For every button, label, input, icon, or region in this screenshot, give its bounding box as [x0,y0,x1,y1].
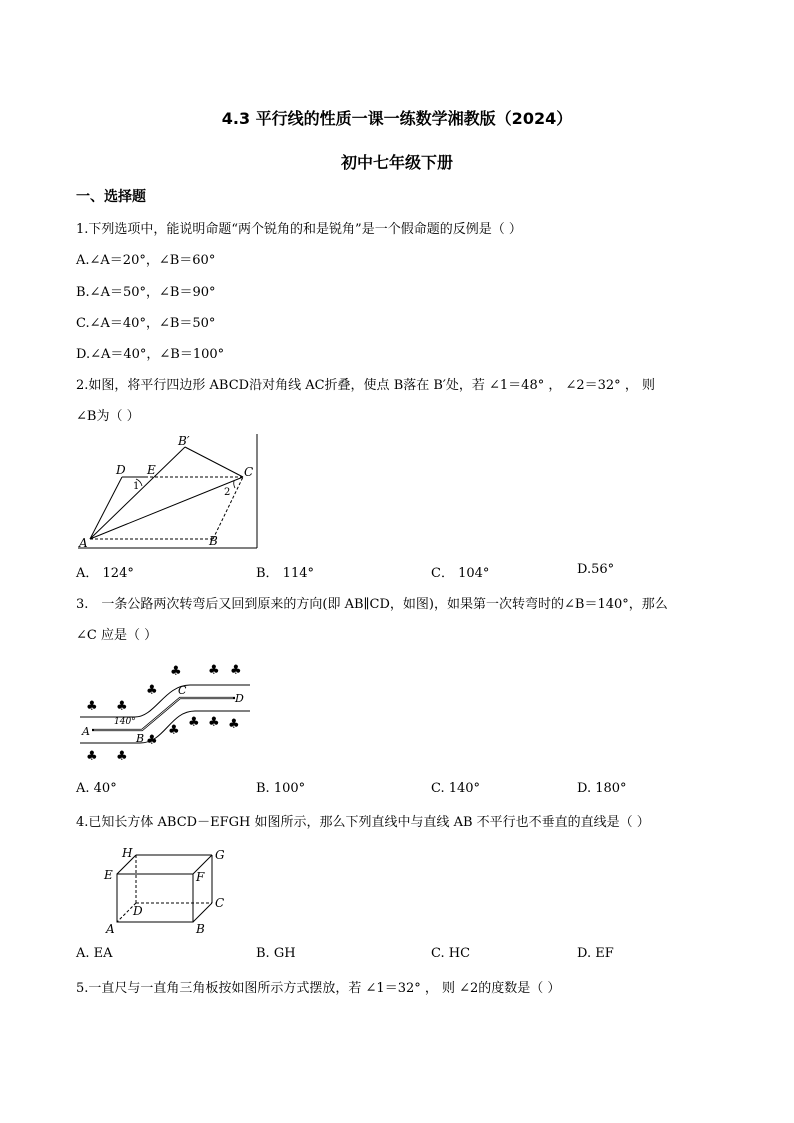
question-3-text-line1: 3. 一条公路两次转弯后又回到原来的方向(即 AB∥CD，如图)，如果第一次转弯时的∠B＝140°，那么 [76,597,668,612]
label-h: H [122,846,133,860]
tree-icon: ♣ [228,717,240,732]
question-3-option-b: B. 100° [256,781,306,796]
edge-b-prime-c [185,447,243,477]
question-3-text-line2: ∠C 应是（ ） [76,628,158,643]
label-e: E [104,868,113,882]
tree-icon: ♣ [86,749,98,764]
tree-icon: ♣ [116,749,128,764]
label-b: B [136,732,145,745]
question-3-figure [80,660,255,770]
label-b: B [196,922,205,936]
question-3-option-c: C. 140° [431,781,481,796]
label-d: D [116,463,126,477]
tree-icon: ♣ [208,715,220,730]
worksheet-title: 4.3 平行线的性质一课一练数学湘教版（2024） [221,109,573,128]
question-2-option-b: B． 114° [256,566,314,581]
label-f: F [196,870,205,884]
tree-icon: ♣ [146,733,158,748]
road-edge-upper [80,685,250,717]
section-heading: 一、选择题 [76,189,146,205]
question-1-text: 1.下列选项中，能说明命题“两个锐角的和是锐角”是一个假命题的反例是（ ） [76,222,522,237]
question-3-option-a: A. 40° [76,781,117,796]
question-4-option-c: C. HC [431,946,471,961]
label-a: A [82,725,90,738]
tree-icon: ♣ [116,699,128,714]
tree-icon: ♣ [230,663,242,678]
tree-icon: ♣ [168,723,180,738]
label-angle-1: 1 [133,481,140,492]
tree-icon: ♣ [86,699,98,714]
question-1-option-b: B.∠A＝50°，∠B＝90° [76,285,216,300]
question-2-figure [76,432,261,550]
question-5-text: 5.一直尺与一直角三角板按如图所示方式摆放，若 ∠1＝32° ， 则 ∠2的度数是（ ） [76,981,561,996]
label-d: D [133,904,143,918]
question-2-text-line1: 2.如图，将平行四边形 ABCD沿对角线 AC折叠，使点 B落在 B′处，若 ∠1＝48° ， ∠2＝32° ， 则 [76,378,655,393]
worksheet-subtitle: 初中七年级下册 [340,153,453,172]
cuboid-front-face [117,874,193,922]
label-d: D [235,692,244,705]
question-2-option-a: A． 124° [76,566,134,581]
question-4-text: 4.已知长方体 ABCD－EFGH 如图所示，那么下列直线中与直线 AB 不平行也不垂直的直线是（ ） [76,815,650,830]
edge-ab-prime [90,447,185,539]
tree-icon: ♣ [146,683,158,698]
label-a: A [106,922,115,936]
angle-2-arc [234,481,235,488]
label-c: C [244,465,254,479]
tree-icon: ♣ [170,664,182,679]
label-b: B [209,534,218,548]
question-2-option-c: C． 104° [431,566,490,581]
edge-cb [193,903,212,922]
edge-da [90,477,122,539]
question-4-option-a: A. EA [76,946,113,961]
question-3-option-d: D. 180° [577,781,627,796]
label-angle-2: 2 [224,487,231,498]
question-1-option-c: C.∠A＝40°，∠B＝50° [76,316,216,331]
question-2-text-line2: ∠B为（ ） [76,409,140,424]
label-c: C [178,684,187,697]
label-g: G [215,848,225,862]
label-e: E [147,463,156,477]
tree-icon: ♣ [188,715,200,730]
question-4-option-b: B. GH [256,946,296,961]
label-c: C [215,896,225,910]
label-angle-140: 140° [114,717,136,727]
question-1-option-a: A.∠A＝20°，∠B＝60° [76,253,216,268]
diagonal-ac [90,477,243,539]
label-a: A [79,536,88,550]
question-4-figure [100,845,230,937]
label-b-prime: B′ [178,434,190,448]
question-2-option-d: D.56° [577,562,615,577]
question-1-option-d: D.∠A＝40°，∠B＝100° [76,347,225,362]
road-edge-lower [80,711,250,743]
tree-icon: ♣ [208,663,220,678]
question-4-option-d: D. EF [577,946,614,961]
